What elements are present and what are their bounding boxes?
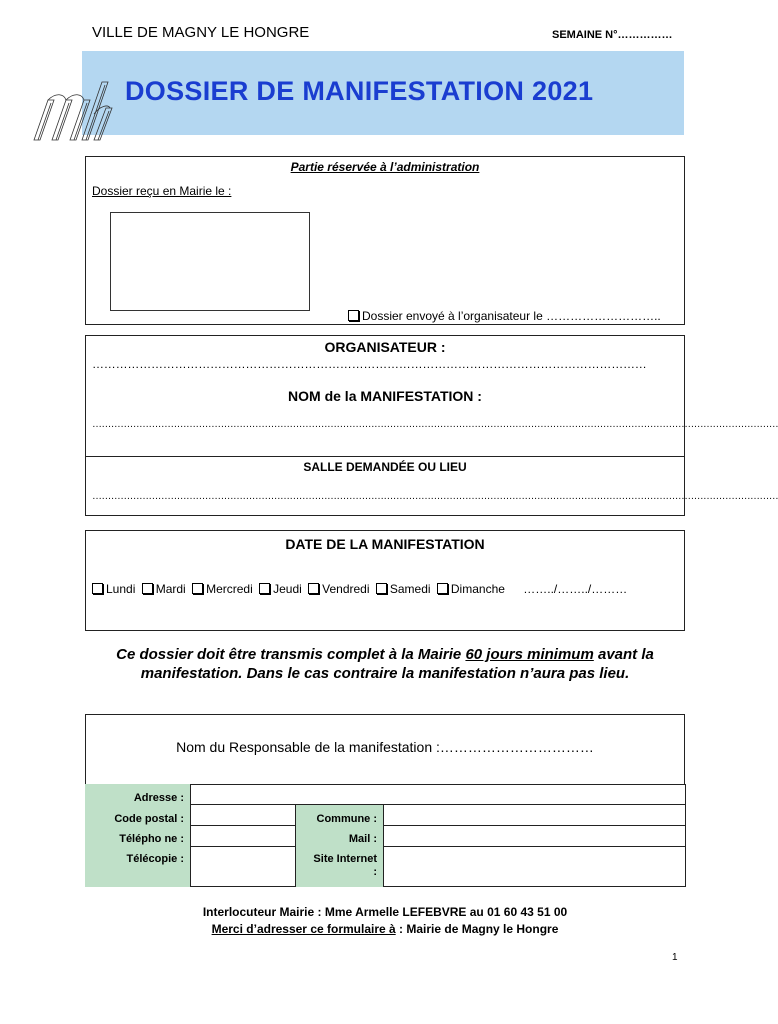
website-field[interactable] xyxy=(383,846,686,887)
sent-to-organizer-row xyxy=(348,309,661,323)
deadline-notice xyxy=(85,645,685,683)
page-number: 1 xyxy=(672,952,678,963)
contact-form xyxy=(85,784,686,887)
event-name-title: NOM de la MANIFESTATION : xyxy=(288,388,482,404)
send-instructions xyxy=(0,922,770,936)
sent-to-organizer-label: Dossier envoyé à l’organisateur le ……………………….. xyxy=(362,309,661,323)
organizer-title: ORGANISATEUR : xyxy=(324,339,446,355)
town-name: VILLE DE MAGNY LE HONGRE xyxy=(92,24,310,41)
day-label: Mardi xyxy=(155,582,186,596)
mh-logo-icon xyxy=(30,78,114,146)
day-label: Jeudi xyxy=(273,582,302,596)
responsible-name-field[interactable]: Nom du Responsable de la manifestation :…………………………… xyxy=(176,739,594,755)
stamp-area xyxy=(110,212,310,311)
dimanche-checkbox[interactable] xyxy=(437,583,448,594)
mail-label: Mail : xyxy=(348,833,377,845)
venue-field[interactable]: ………………………………………………………………………………………………………………………………………………………………………………………………… xyxy=(92,491,778,502)
fax-label: Télécopie : xyxy=(126,853,184,865)
mercredi-checkbox[interactable] xyxy=(192,583,203,594)
notice-text-1: Ce dossier doit être transmis complet à la Mairie xyxy=(116,646,466,663)
commune-label: Commune : xyxy=(316,813,377,825)
venue-title: SALLE DEMANDÉE OU LIEU xyxy=(303,460,467,474)
phone-field[interactable] xyxy=(190,825,296,847)
send-instructions-address: : Mairie de Magny le Hongre xyxy=(395,922,559,936)
day-label: Dimanche xyxy=(450,582,505,596)
send-instructions-label: Merci d’adresser ce formulaire à xyxy=(211,922,396,936)
jeudi-checkbox[interactable] xyxy=(259,583,270,594)
page-title: DOSSIER DE MANIFESTATION 2021 xyxy=(125,76,594,106)
mail-field[interactable] xyxy=(383,825,686,847)
notice-text-2: avant la manifestation. Dans le cas contraire la manifestation n’aura pas lieu. xyxy=(140,646,654,682)
date-field[interactable]: ……../……../……… xyxy=(523,582,628,596)
venue-section xyxy=(85,456,778,516)
day-label: Vendredi xyxy=(322,582,370,596)
date-title: DATE DE LA MANIFESTATION xyxy=(285,536,485,552)
fax-field[interactable] xyxy=(190,846,296,887)
contact-person: Interlocuteur Mairie : Mme Armelle LEFEBVRE au 01 60 43 51 00 xyxy=(202,905,568,919)
phone-label: Télépho ne : xyxy=(119,833,184,845)
week-number: SEMAINE N°…………… xyxy=(552,29,673,41)
mardi-checkbox[interactable] xyxy=(142,583,153,594)
day-label: Mercredi xyxy=(206,582,253,596)
vendredi-checkbox[interactable] xyxy=(308,583,319,594)
admin-section-title: Partie réservée à l’administration xyxy=(290,160,480,174)
postal-code-label: Code postal : xyxy=(114,813,184,825)
lundi-checkbox[interactable] xyxy=(92,583,103,594)
commune-field[interactable] xyxy=(383,804,686,826)
notice-deadline: 60 jours minimum xyxy=(465,646,594,663)
postal-code-field[interactable] xyxy=(190,804,296,826)
admin-section xyxy=(85,156,685,325)
day-label: Lundi xyxy=(106,582,136,596)
address-label: Adresse : xyxy=(133,792,184,804)
responsible-section xyxy=(85,714,685,786)
samedi-checkbox[interactable] xyxy=(376,583,387,594)
day-label: Samedi xyxy=(389,582,431,596)
organizer-field[interactable]: …………………………………………………………………………………………………………………………… xyxy=(92,357,647,371)
website-label: Site Internet : xyxy=(313,853,377,878)
received-date-label: Dossier reçu en Mairie le : xyxy=(92,184,232,198)
date-section xyxy=(85,530,685,631)
address-field[interactable] xyxy=(190,784,686,805)
organizer-section xyxy=(85,335,778,458)
sent-checkbox[interactable] xyxy=(348,310,359,321)
day-options xyxy=(92,582,627,596)
event-name-field[interactable]: ………………………………………………………………………………………………………………………………………………………………………………………………… xyxy=(92,419,778,430)
